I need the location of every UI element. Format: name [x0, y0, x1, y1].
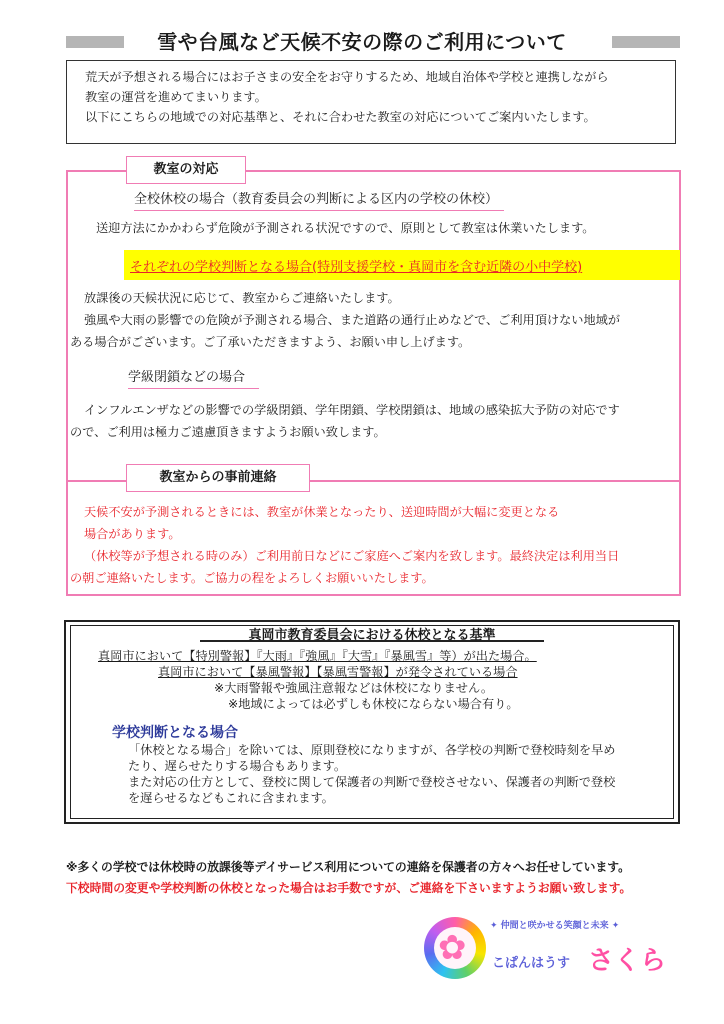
full-closure-text: 送迎方法にかかわらず危険が予測される状況ですので、原則として教室は休業いたします。	[96, 221, 595, 235]
classroom-response-label: 教室の対応	[126, 156, 246, 184]
intro-line-2: 教室の運営を進めてまいります。	[85, 90, 267, 104]
logo-name: こぱんはうす	[492, 956, 571, 971]
advance-notice-line-2: 場合があります。	[84, 527, 181, 541]
advance-notice-line-1: 天候不安が予測されるときには、教室が休業となったり、送迎時間が大幅に変更となる	[84, 505, 560, 519]
class-closure-line-2: ので、ご利用は極力ご遠慮頂きますようお願い致します。	[70, 425, 386, 439]
criteria-title-underline	[200, 640, 544, 642]
class-closure-heading: 学級閉鎖などの場合	[128, 368, 259, 389]
school-judgement-line-3: ある場合がございます。ご了承いただきますよう、お願い申し上げます。	[70, 335, 471, 349]
cherry-blossom-icon: ✿	[438, 928, 467, 968]
footer-note-red: 下校時間の変更や学校判断の休校となった場合はお手数ですが、ご連絡を下さいますようお願い致します。	[66, 881, 632, 895]
school-criteria-line-3: また対応の仕方として、登校に関して保護者の判断で登校させない、保護者の判断で登校	[128, 775, 616, 789]
advance-notice-line-4: の朝ご連絡いたします。ご協力の程をよろしくお願いいたします。	[70, 571, 434, 585]
footer-note-black: ※多くの学校では休校時の放課後等デイサービス利用についての連絡を保護者の方々へお任せしています。	[66, 860, 630, 874]
criteria-title: 真岡市教育委員会における休校となる基準	[248, 628, 496, 643]
school-judgement-heading: それぞれの学校判断となる場合(特別支援学校・真岡市を含む近隣の小中学校)	[130, 260, 583, 275]
criteria-line-1: 真岡市において【特別警報】『大雨』『強風』『大雪』『暴風雪』等）が出た場合。	[98, 649, 537, 663]
advance-notice-line-3: （休校等が予想される時のみ）ご利用前日などにご家庭へご案内を致します。最終決定は利用当日	[84, 549, 620, 563]
logo-sakura: さくら	[588, 946, 667, 976]
page-title: 雪や台風など天候不安の際のご利用について	[157, 30, 567, 54]
intro-line-3: 以下にこちらの地域での対応基準と、それに合わせた教室の対応についてご案内いたします。	[85, 110, 596, 124]
school-judgement-line-1: 放課後の天候状況に応じて、教室からご連絡いたします。	[84, 291, 400, 305]
intro-box	[66, 60, 676, 144]
school-judgement-line-2: 強風や大雨の影響での危険が予測される場合、また道路の通行止めなどで、ご利用頂けない地域が	[84, 313, 621, 327]
criteria-line-2: 真岡市において【暴風警報】【暴風雪警報】が発令されている場合	[158, 665, 518, 679]
criteria-note-2: ※地域によっては必ずしも休校にならない場合有り。	[228, 697, 519, 711]
logo-tagline: ✦ 仲間と咲かせる笑顔と未来 ✦	[490, 921, 620, 931]
class-closure-line-1: インフルエンザなどの影響での学級閉鎖、学年閉鎖、学校閉鎖は、地域の感染拡大予防の対応です	[84, 403, 620, 417]
school-criteria-line-4: を遅らせるなどもこれに含まれます。	[128, 791, 334, 805]
advance-notice-label: 教室からの事前連絡	[126, 464, 310, 492]
criteria-note-1: ※大雨警報や強風注意報などは休校になりません。	[214, 681, 494, 695]
full-closure-heading: 全校休校の場合（教育委員会の判断による区内の学校の休校）	[134, 190, 504, 211]
school-judgement-criteria-heading: 学校判断となる場合	[112, 725, 238, 741]
school-criteria-line-1: 「休校となる場合」を除いては、原則登校になりますが、各学校の判断で登校時刻を早め	[128, 743, 616, 757]
school-criteria-line-2: たり、遅らせたりする場合もあります。	[128, 759, 347, 773]
intro-line-1: 荒天が予想される場合にはお子さまの安全をお守りするため、地域自治体や学校と連携しながら	[85, 70, 609, 84]
